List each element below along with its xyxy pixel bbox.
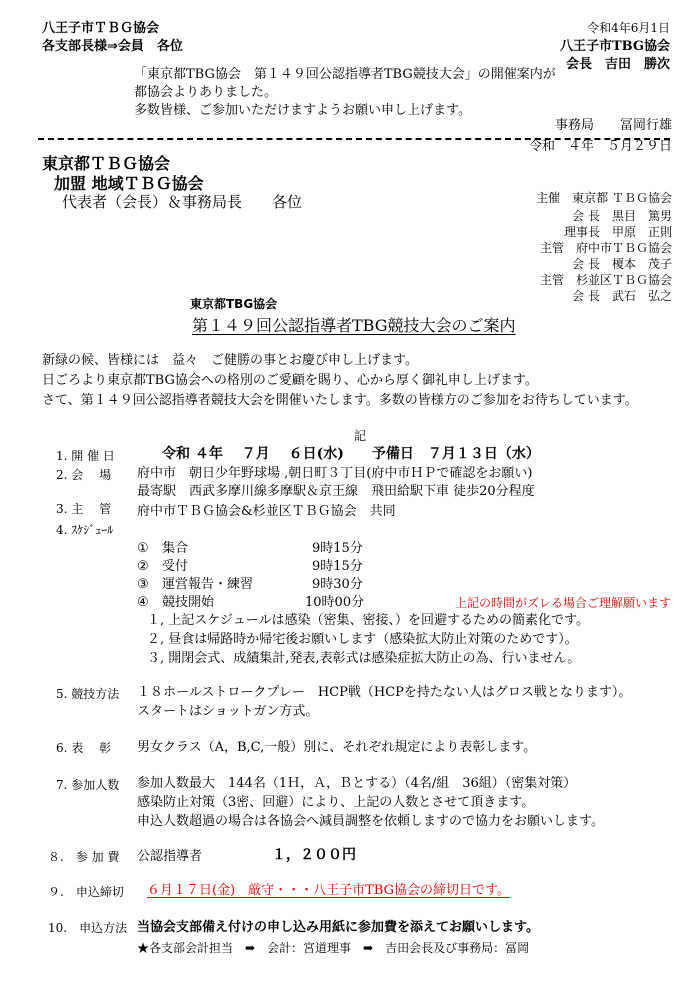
host-line: 主管 杉並区ＴＢＧ協会 [539, 273, 672, 287]
schedule-num: ③ [137, 577, 149, 592]
item-value-method-2: スタートはショットガン方式。 [137, 704, 319, 719]
schedule-time: 10時00分 [305, 595, 365, 610]
item-value-date: 令和 ４年 ７月 ６日(水) 予備日 ７月１３日（水） [162, 446, 540, 462]
item-label-participants: 7. 参加人数 [56, 778, 120, 792]
schedule-name: 競技開始 [162, 595, 215, 610]
item-value-apply-1: 当協会支部備え付けの申し込み用紙に参加費を添えてお願いします。 [137, 920, 539, 935]
host-line: 主管 府中市ＴＢＧ協会 [539, 241, 672, 255]
schedule-time: 9時30分 [312, 577, 363, 592]
item-value-award: 男女クラス（A，B,C,一般）別に、それぞれ規定により表彰します。 [137, 740, 537, 755]
notice-date: 令和 ４年 ５月２９日 [528, 139, 672, 154]
host-line: 主催 東京都 ＴＢＧ協会 [536, 191, 672, 205]
notice-to-1: 東京都ＴＢＧ協会 [42, 154, 171, 173]
item-value-participants-3: 申込人数超過の場合は各協会へ減員調整を依頼しますので協力をお願いします。 [137, 814, 604, 829]
greeting-2: 日ごろより東京都TBG協会への格別のご愛顧を賜り、心から厚く御礼申し上げます。 [42, 373, 538, 388]
item-value-participants-1: 参加人数最大 144名（1Ｈ，Ａ，Ｂとする）（4名/組 36組）（密集対策） [137, 776, 577, 791]
schedule-warning: 上記の時間がズレる場合ご理解願います [455, 596, 672, 610]
greeting-1: 新緑の候、皆様には 益々 ご健勝の事とお慶び申し上げます。 [42, 353, 418, 368]
item-value-fee-name: 公認指導者 [137, 849, 203, 864]
host-line: 会 長 武石 弘之 [572, 289, 672, 303]
host-line: 理事長 甲原 正則 [563, 225, 672, 239]
schedule-name: 集合 [162, 541, 189, 556]
schedule-note: ３, 開閉会式、成績集計,発表,表彰式は感染症拡大防止の為、行いません。 [147, 651, 581, 666]
item-label-deadline: ９. 申込締切 [48, 885, 124, 899]
header-org-right: 八王子市TBG協会 [559, 39, 670, 54]
item-label-fee: ８. 参 加 費 [48, 850, 120, 864]
schedule-name: 運営報告・練習 [162, 577, 254, 592]
header-date: 令和4年6月1日 [587, 21, 670, 35]
cover-line-3: 多数皆様、ご参加いただけますようお願い申し上げます。 [134, 103, 471, 118]
item-label-apply: 10. 申込方法 [48, 921, 128, 935]
item-label-organizer: 3. 主 管 [56, 502, 112, 516]
host-line: 会 長 黒目 篤男 [572, 209, 672, 223]
notice-to-3: 代表者（会長）＆事務局長 各位 [62, 193, 303, 211]
item-label-schedule: 4. ｽｹｼﾞｭｰﾙ [56, 523, 114, 537]
cover-line-1: 「東京都TBG協会 第１４９回公認指導者TBG競技大会」の開催案内が [134, 67, 556, 82]
header-president: 会長 吉田 勝次 [565, 57, 670, 72]
schedule-note: ２, 昼食は帰路時か帰宅後お願いします（感染拡大防止対策のためです）。 [147, 632, 578, 647]
item-value-deadline: ６月１７日(金) 厳守・・・八王子市TBG協会の締切日です。 [147, 883, 510, 898]
cover-signature: 事務局 冨岡行雄 [554, 118, 672, 133]
item-value-organizer: 府中市ＴＢＧ協会&杉並区ＴＢＧ協会 共同 [137, 504, 396, 519]
item-label-venue: 2. 会 場 [56, 468, 112, 482]
schedule-time: 9時15分 [312, 541, 363, 556]
item-value-venue-1: 府中市 朝日少年野球場 ,朝日町３丁目(府中市ＨＰで確認をお願い) [137, 466, 533, 481]
cover-line-2: 都協会よりありました。 [134, 85, 278, 100]
item-label-award: 6. 表 彰 [56, 741, 112, 755]
greeting-3: さて、第１４９回公認指導者競技大会を開催いたします。多数の皆様方のご参加をお待ちしています。 [42, 393, 638, 408]
schedule-time: 9時15分 [312, 559, 363, 574]
header-recipients: 各支部長様⇒会員 各位 [42, 39, 183, 54]
item-value-fee: １，２００円 [272, 847, 356, 863]
schedule-note: １, 上記スケジュールは感染（密集、密接、）を回避するための簡素化です。 [147, 613, 589, 628]
host-line: 会 長 榎本 茂子 [572, 257, 672, 271]
notice-title: 第１４９回公認指導者TBG競技大会のご案内 [192, 316, 516, 335]
item-value-venue-2: 最寄駅 西武多摩川線多摩駅＆京王線 飛田給駅下車 徒歩20分程度 [137, 484, 535, 499]
item-label-date: 1. 開 催 日 [56, 449, 115, 463]
schedule-num: ② [137, 559, 149, 574]
schedule-num: ④ [137, 595, 149, 610]
item-value-apply-2: ★各支部会計担当 ➡ 会計：宮道理事 ➡ 吉田会長及び事務局：冨岡 [137, 941, 530, 955]
ki-mark: 記 [354, 429, 367, 443]
item-value-method-1: １８ホールストロークプレー HCP戦（HCPを持たない人はグロス戦となります）。 [137, 685, 632, 700]
item-value-participants-2: 感染防止対策（3密、回避）により、上記の人数とさせて頂きます。 [137, 795, 535, 810]
item-label-method: 5. 競技方法 [56, 687, 120, 701]
notice-to-2: 加盟 地域ＴＢＧ協会 [54, 174, 204, 193]
schedule-num: ① [137, 541, 149, 556]
issuer: 東京都TBG協会 [190, 297, 278, 311]
header-org: 八王子市ＴＢＧ協会 [42, 21, 160, 36]
schedule-name: 受付 [162, 559, 189, 574]
